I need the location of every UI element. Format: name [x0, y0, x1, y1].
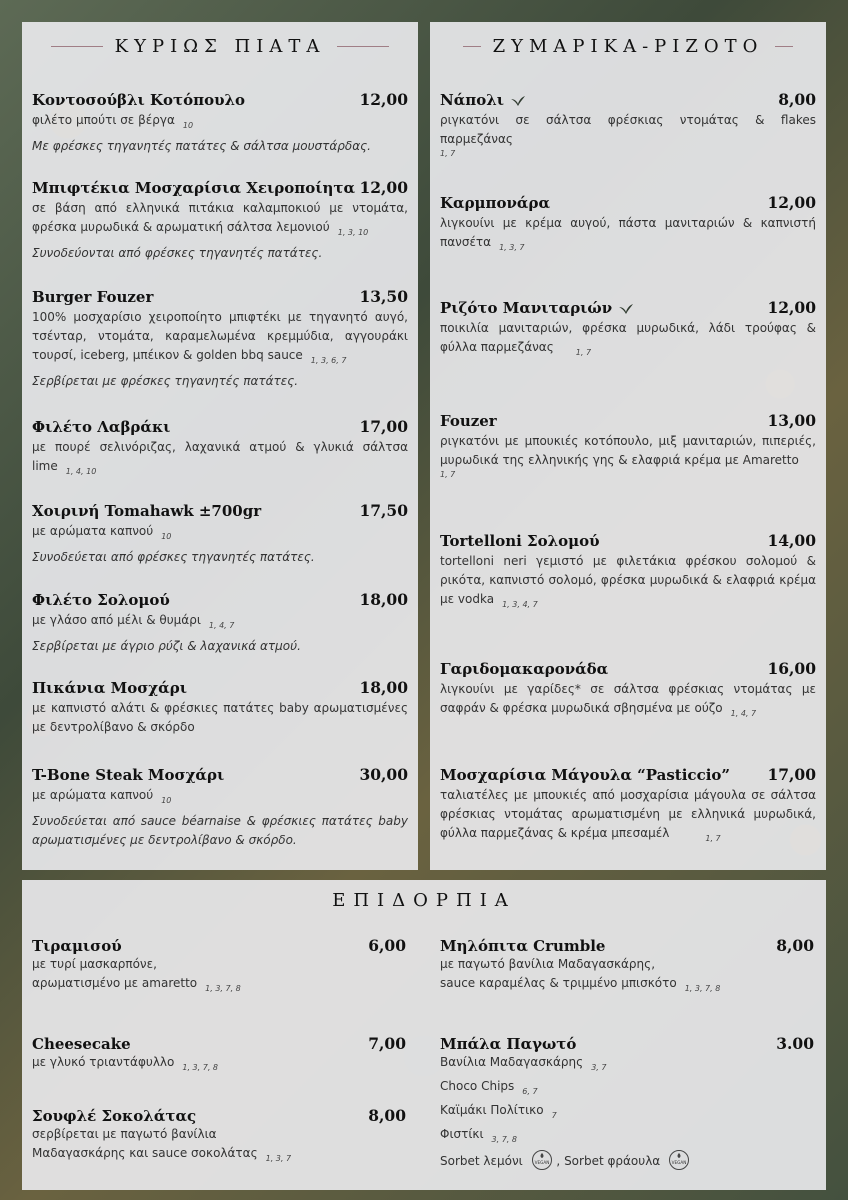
item-price: 8,00 [776, 936, 814, 955]
item-description: λιγκουίνι με κρέμα αυγού, πάστα μανιταριών & καπνιστή πανσέτα $_{1, 3, 7}$ [440, 216, 816, 252]
item-price: 13,00 [767, 411, 816, 430]
item-name: Πικάνια Μοσχάρι [32, 679, 187, 697]
allergen-codes: 3, 7 [591, 1063, 607, 1072]
heading-rule-right [337, 46, 389, 47]
allergen-codes: 1, 7 [440, 149, 456, 158]
item-description: σερβίρεται με παγωτό βανίλια [32, 1127, 217, 1141]
section-title: ΚΥΡΙΩΣ ΠΙΑΤΑ [114, 36, 326, 57]
leaf-icon [510, 95, 526, 107]
menu-item [32, 90, 408, 156]
allergen-codes: 1, 4, 7 [730, 709, 757, 718]
item-note: Συνοδεύεται από φρέσκες τηγανητές πατάτες. [32, 550, 315, 564]
heading-rule-right [775, 46, 793, 47]
menu-item [32, 590, 408, 656]
allergen-codes: 1, 3, 6, 7 [310, 356, 347, 365]
menu-item [440, 193, 816, 257]
item-description: ποικιλία μανιταριών, φρέσκα μυρωδικά, λάδι τρούφας & φύλλα παρμεζάνας $_{1, 7}$ [440, 321, 816, 357]
item-name: Μπιφτέκια Μοσχαρίσια Χειροποίητα [32, 179, 356, 197]
allergen-codes: 6, 7 [522, 1087, 538, 1096]
menu-item [32, 678, 408, 737]
item-price: 16,00 [767, 659, 816, 678]
item-name: Μηλόπιτα Crumble [440, 937, 606, 955]
item-name: Σουφλέ Σοκολάτας [32, 1107, 197, 1125]
item-description: με πουρέ σελινόριζας, λαχανικά ατμού & γλυκιά σάλτσα lime $_{1, 4, 10}$ [32, 440, 408, 476]
item-price: 8,00 [778, 90, 816, 109]
pasta-risotto-panel [430, 22, 826, 870]
main-courses-panel [22, 22, 418, 870]
item-description: λιγκουίνι με γαρίδες* σε σάλτσα φρέσκιας ντομάτας με σαφράν & φρέσκα μυρωδικά σβησμένα με ούζο $_{1, 4, 7}$ [440, 682, 816, 718]
menu-item [32, 765, 408, 850]
menu-item [32, 501, 408, 567]
menu-item [32, 1106, 406, 1168]
item-price: 13,50 [359, 287, 408, 306]
menu-item [440, 765, 816, 848]
sorbet-line [440, 1149, 814, 1171]
menu-item [32, 287, 408, 391]
item-name: Burger Fouzer [32, 288, 154, 306]
item-price: 14,00 [767, 531, 816, 550]
item-price: 30,00 [359, 765, 408, 784]
item-price: 18,00 [359, 590, 408, 609]
item-price: 17,00 [359, 417, 408, 436]
allergen-codes: 1, 3, 4, 7 [502, 600, 538, 609]
allergen-codes: 1, 3, 7, 8 [205, 984, 241, 993]
vegan-badge-icon [668, 1149, 690, 1171]
item-price: 8,00 [368, 1106, 406, 1125]
menu-item [440, 411, 816, 479]
item-description: φιλέτο μπούτι σε βέργα $_{10}$ [32, 113, 194, 130]
allergen-codes: 10 [161, 532, 172, 541]
separator: , [556, 1154, 561, 1168]
item-price: 17,50 [359, 501, 408, 520]
item-name: Cheesecake [32, 1035, 131, 1053]
item-name: Φιλέτο Λαβράκι [32, 418, 171, 436]
item-name: Φιλέτο Σολομού [32, 591, 170, 609]
menu-item [440, 936, 814, 998]
item-description: 100% μοσχαρίσιο χειροποίητο μπιφτέκι με τηγανητό αυγό, τσένταρ, ντομάτα, καραμελωμένα κρεμμύδια, αγγουράκι τουρσί, iceberg, μπέικον & golden bbq sauce $_{1, 3, 6, 7}$ [32, 310, 408, 365]
menu-item [32, 417, 408, 481]
menu-item [440, 298, 816, 362]
flavor-item: Φιστίκι $_{3, 7, 8}$ [440, 1127, 517, 1144]
sorbet-strawberry: Sorbet φράουλα [564, 1154, 661, 1168]
menu-item [440, 531, 816, 614]
item-description: ταλιατέλες με μπουκιές από μοσχαρίσια μάγουλα σε σάλτσα φρέσκιας ντομάτας αρωματισμένη με ελληνικά μυρωδικά, φύλλα παρμεζάνας & κρέμα μπεσαμέλ $_{1, 7}$ [440, 788, 816, 843]
allergen-codes: 1, 3, 7, 8 [182, 1063, 218, 1072]
item-name: Κοντοσούβλι Κοτόπουλο [32, 91, 246, 109]
item-price: 3.00 [776, 1034, 814, 1053]
item-description: με τυρί μασκαρπόνε, [32, 957, 157, 971]
item-name: Γαριδομακαρονάδα [440, 660, 609, 678]
item-price: 17,00 [767, 765, 816, 784]
item-note: Συνοδεύεται από sauce béarnaise & φρέσκιες πατάτες baby αρωματισμένες με δεντρολίβανο & σκόρδο. [32, 814, 408, 847]
allergen-codes: 1, 3, 7 [499, 243, 525, 252]
menu-item [32, 178, 408, 263]
item-description: ριγκατόνι με μπουκιές κοτόπουλο, μιξ μανιταριών, πιπεριές, μυρωδικά της ελληνικής γης & ελαφριά κρέμα με Amaretto [440, 434, 816, 467]
item-description: με καπνιστό αλάτι & φρέσκιες πατάτες baby αρωματισμένες με δεντρολίβανο & σκόρδο [32, 701, 408, 734]
allergen-codes: 1, 7 [440, 470, 456, 479]
menu-item [32, 1034, 406, 1077]
item-description: Μαδαγασκάρης και sauce σοκολάτας $_{1, 3, 7}$ [32, 1146, 292, 1163]
heading-rule-left [51, 46, 103, 47]
menu-item [440, 90, 816, 158]
item-name: Τιραμισού [32, 937, 122, 955]
item-description: σε βάση από ελληνικά πιτάκια καλαμποκιού με ντομάτα, φρέσκα μυρωδικά & αρωματική σάλτσα λεμονιού $_{1, 3, 10}$ [32, 201, 408, 237]
item-price: 12,00 [359, 90, 408, 109]
item-name: Ριζότο Μανιταριών [440, 299, 634, 317]
allergen-codes: 1, 3, 7 [265, 1154, 292, 1163]
item-description: sauce καραμέλας & τριμμένο μπισκότο $_{1, 3, 7, 8}$ [440, 976, 721, 993]
item-description: αρωματισμένο με amaretto $_{1, 3, 7, 8}$ [32, 976, 241, 993]
item-description: με αρώματα καπνού $_{10}$ [32, 524, 172, 541]
allergen-codes: 10 [182, 121, 194, 130]
menu-item [440, 1034, 814, 1171]
svg-text:VEGAN: VEGAN [671, 1160, 687, 1165]
allergen-codes: 1, 7 [575, 348, 592, 357]
item-name: Tortelloni Σολομού [440, 532, 600, 550]
allergen-codes: 3, 7, 8 [491, 1135, 517, 1144]
vegan-badge-icon [531, 1149, 553, 1171]
section-title: ΖΥΜΑΡΙΚΑ-ΡΙΖΟΤΟ [492, 36, 764, 57]
flavor-item: Καϊμάκι Πολίτικο $_7$ [440, 1103, 557, 1120]
item-name: Χοιρινή Tomahawk ±700gr [32, 502, 262, 520]
item-name: T-Bone Steak Μοσχάρι [32, 766, 225, 784]
allergen-codes: 1, 3, 7, 8 [684, 984, 721, 993]
desserts-panel [22, 880, 826, 1190]
item-name: Νάπολι [440, 91, 526, 109]
item-note: Συνοδεύονται από φρέσκες τηγανητές πατάτες. [32, 246, 323, 260]
section-header [22, 890, 826, 911]
menu-item [440, 659, 816, 723]
heading-rule-left [463, 46, 481, 47]
item-note: Σερβίρεται με φρέσκες τηγανητές πατάτες. [32, 374, 299, 388]
section-header [430, 36, 826, 57]
item-description: με γλυκό τριαντάφυλλο $_{1, 3, 7, 8}$ [32, 1055, 218, 1072]
item-description: με αρώματα καπνού $_{10}$ [32, 788, 172, 805]
section-title: ΕΠΙΔΟΡΠΙΑ [332, 890, 516, 911]
item-price: 12,00 [767, 298, 816, 317]
item-note: Σερβίρεται με άγριο ρύζι & λαχανικά ατμού. [32, 639, 301, 653]
allergen-codes: 1, 7 [705, 834, 721, 843]
flavor-item: Βανίλια Μαδαγασκάρης $_{3, 7}$ [440, 1055, 607, 1072]
allergen-codes: 7 [551, 1111, 557, 1120]
allergen-codes: 1, 4, 7 [208, 621, 235, 630]
svg-text:VEGAN: VEGAN [534, 1160, 549, 1165]
allergen-codes: 1, 4, 10 [65, 467, 97, 476]
item-description: tortelloni neri γεμιστό με φιλετάκια φρέσκου σολομού & ρικότα, καπνιστό σολομό, φρέσκα μυρωδικά & ελαφριά κρέμα με vodka $_{1, 3, 4, 7}$ [440, 554, 816, 609]
item-description: με παγωτό βανίλια Μαδαγασκάρης, [440, 957, 656, 971]
sorbet-lemon: Sorbet λεμόνι [440, 1154, 523, 1168]
item-note: Με φρέσκες τηγανητές πατάτες & σάλτσα μουστάρδας. [32, 139, 371, 153]
item-price: 6,00 [368, 936, 406, 955]
item-price: 12,00 [767, 193, 816, 212]
item-name: Μπάλα Παγωτό [440, 1035, 577, 1053]
item-price: 12,00 [359, 178, 408, 197]
allergen-codes: 10 [161, 796, 172, 805]
item-price: 7,00 [368, 1034, 406, 1053]
item-name: Μοσχαρίσια Μάγουλα “Pasticcio” [440, 766, 731, 784]
menu-item [32, 936, 406, 998]
item-description: ριγκατόνι σε σάλτσα φρέσκιας ντομάτας & flakes παρμεζάνας [440, 113, 816, 146]
leaf-icon [618, 303, 634, 315]
item-description: με γλάσο από μέλι & θυμάρι $_{1, 4, 7}$ [32, 613, 235, 630]
flavor-item: Choco Chips $_{6, 7}$ [440, 1079, 538, 1096]
item-name: Fouzer [440, 412, 497, 430]
section-header [22, 36, 418, 57]
item-price: 18,00 [359, 678, 408, 697]
allergen-codes: 1, 3, 10 [337, 228, 369, 237]
item-name: Καρμπονάρα [440, 194, 550, 212]
